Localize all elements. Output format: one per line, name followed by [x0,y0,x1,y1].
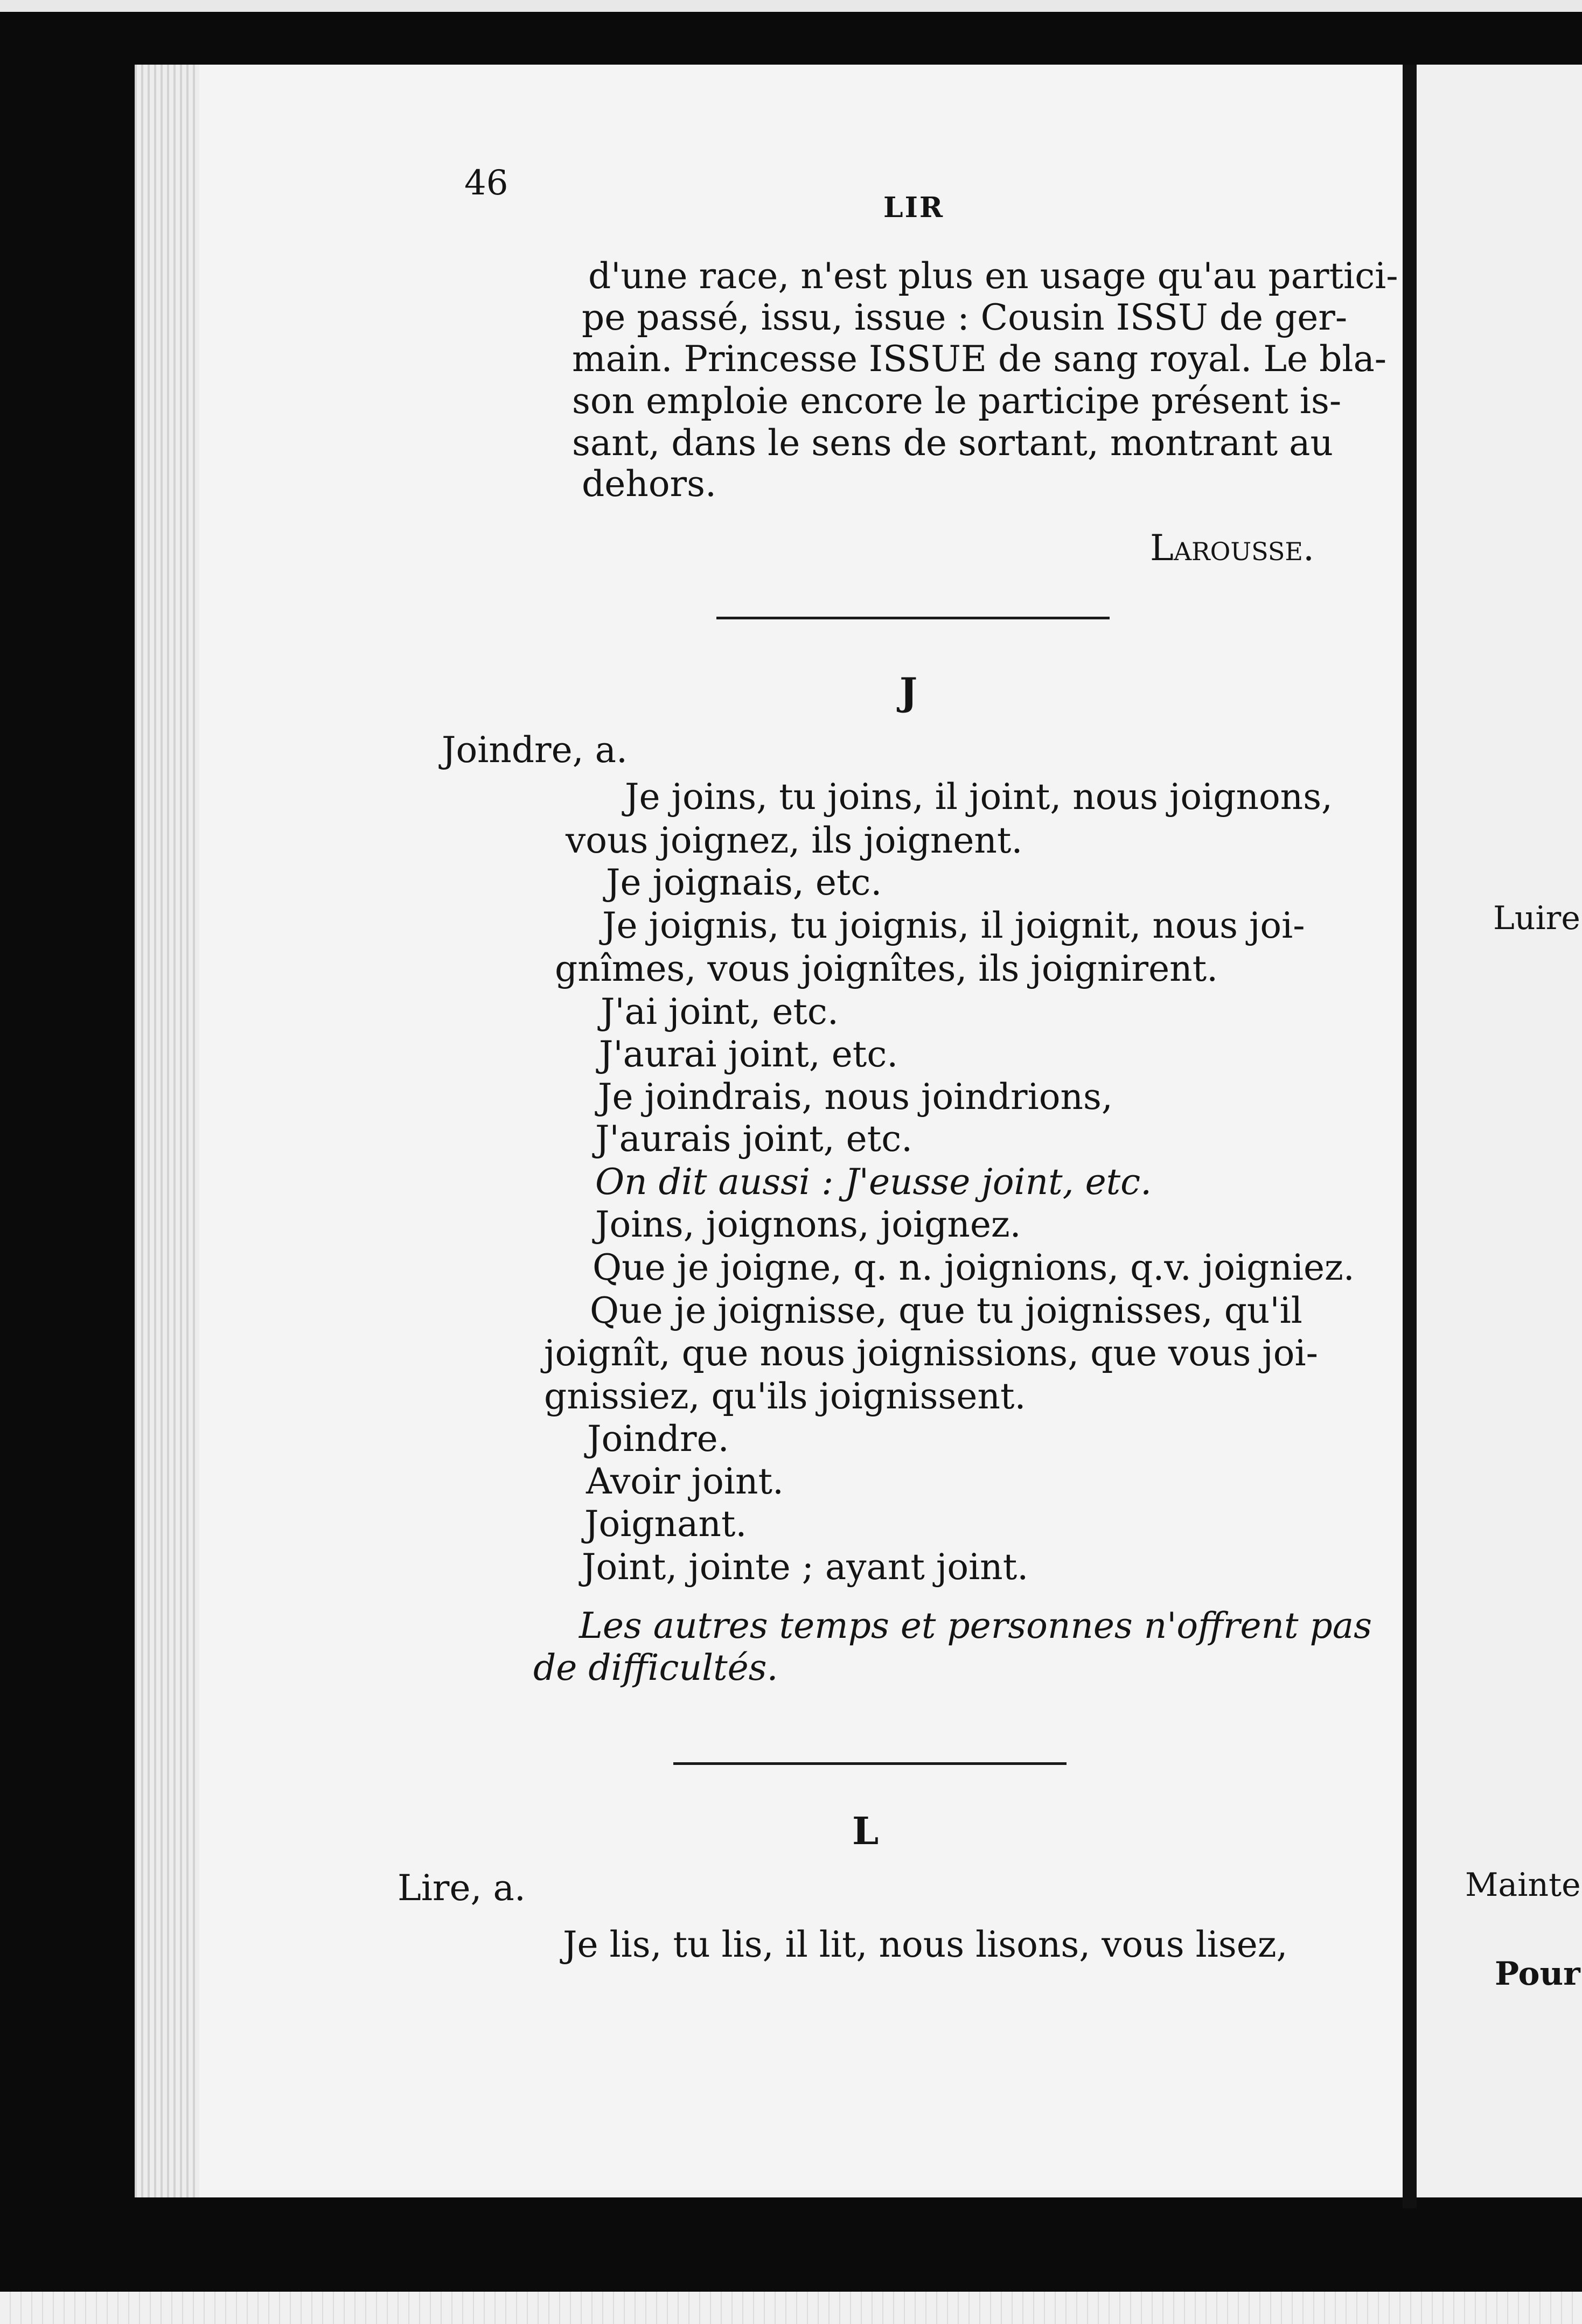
intro-line: sant, dans le sens de sortant, montrant au [572,422,1334,464]
intro-line: pe passé, issu, issue : Cousin ISSU de ger- [582,297,1348,338]
conjugation-line: Je lis, tu lis, il lit, nous lisons, vous lisez, [563,1924,1288,1965]
conjugation-line: Joignant. [584,1503,747,1545]
conjugation-line: Que je joignisse, que tu joignisses, qu'il [590,1290,1302,1331]
note-line: Les autres temps et personnes n'offrent pas [579,1605,1372,1646]
intro-line: main. Princesse ISSUE de sang royal. Le bla- [572,338,1387,380]
conjugation-line: joignît, que nous joignissions, que vous joi- [544,1332,1318,1374]
conjugation-line: Je joindrais, nous joindrions, [598,1076,1113,1118]
conjugation-line: Joint, jointe ; ayant joint. [582,1546,1029,1588]
section-divider [716,617,1110,619]
facing-page-word: Pour [1495,1955,1580,1993]
film-strip-bottom [0,2292,1582,2324]
conjugation-line: Je joignais, etc. [606,862,882,903]
note-line: de difficultés. [533,1647,778,1688]
conjugation-line: Joins, joignons, joignez. [595,1204,1021,1245]
running-head: LIR [883,191,945,224]
headword-lire: Lire, a. [398,1867,526,1909]
section-letter-j: J [900,669,918,714]
section-divider [673,1762,1067,1765]
conjugation-line: Avoir joint. [586,1461,784,1502]
intro-line: dehors. [582,463,716,505]
intro-line: son emploie encore le participe présent is- [572,380,1342,422]
conjugation-line: gnîmes, vous joignîtes, ils joignirent. [555,948,1218,989]
intro-line: d'une race, n'est plus en usage qu'au partici- [588,255,1398,297]
page-number: 46 [464,163,508,203]
film-strip-top [0,0,1582,12]
conjugation-line: J'aurais joint, etc. [595,1118,913,1160]
facing-page-word: Mainte [1465,1866,1581,1904]
conjugation-line: Je joignis, tu joignis, il joignit, nous joi- [602,905,1305,946]
conjugation-line: gnissiez, qu'ils joignissent. [544,1376,1026,1417]
conjugation-line: Que je joigne, q. n. joignions, q.v. joigniez. [593,1247,1355,1288]
facing-page-word: Luire [1493,899,1580,937]
conjugation-line: J'ai joint, etc. [601,991,839,1032]
section-letter-l: L [852,1809,879,1853]
conjugation-line: J'aurai joint, etc. [599,1034,898,1075]
page-edges [135,65,199,2197]
conjugation-line: Joindre. [587,1418,729,1460]
book-gutter [1403,65,1417,2208]
conjugation-line: On dit aussi : J'eusse joint, etc. [595,1161,1152,1203]
attribution: Larousse. [1150,527,1314,569]
conjugation-line: vous joignez, ils joignent. [566,820,1023,861]
conjugation-line: Je joins, tu joins, il joint, nous joignons, [625,776,1333,818]
headword-joindre: Joindre, a. [442,729,628,771]
